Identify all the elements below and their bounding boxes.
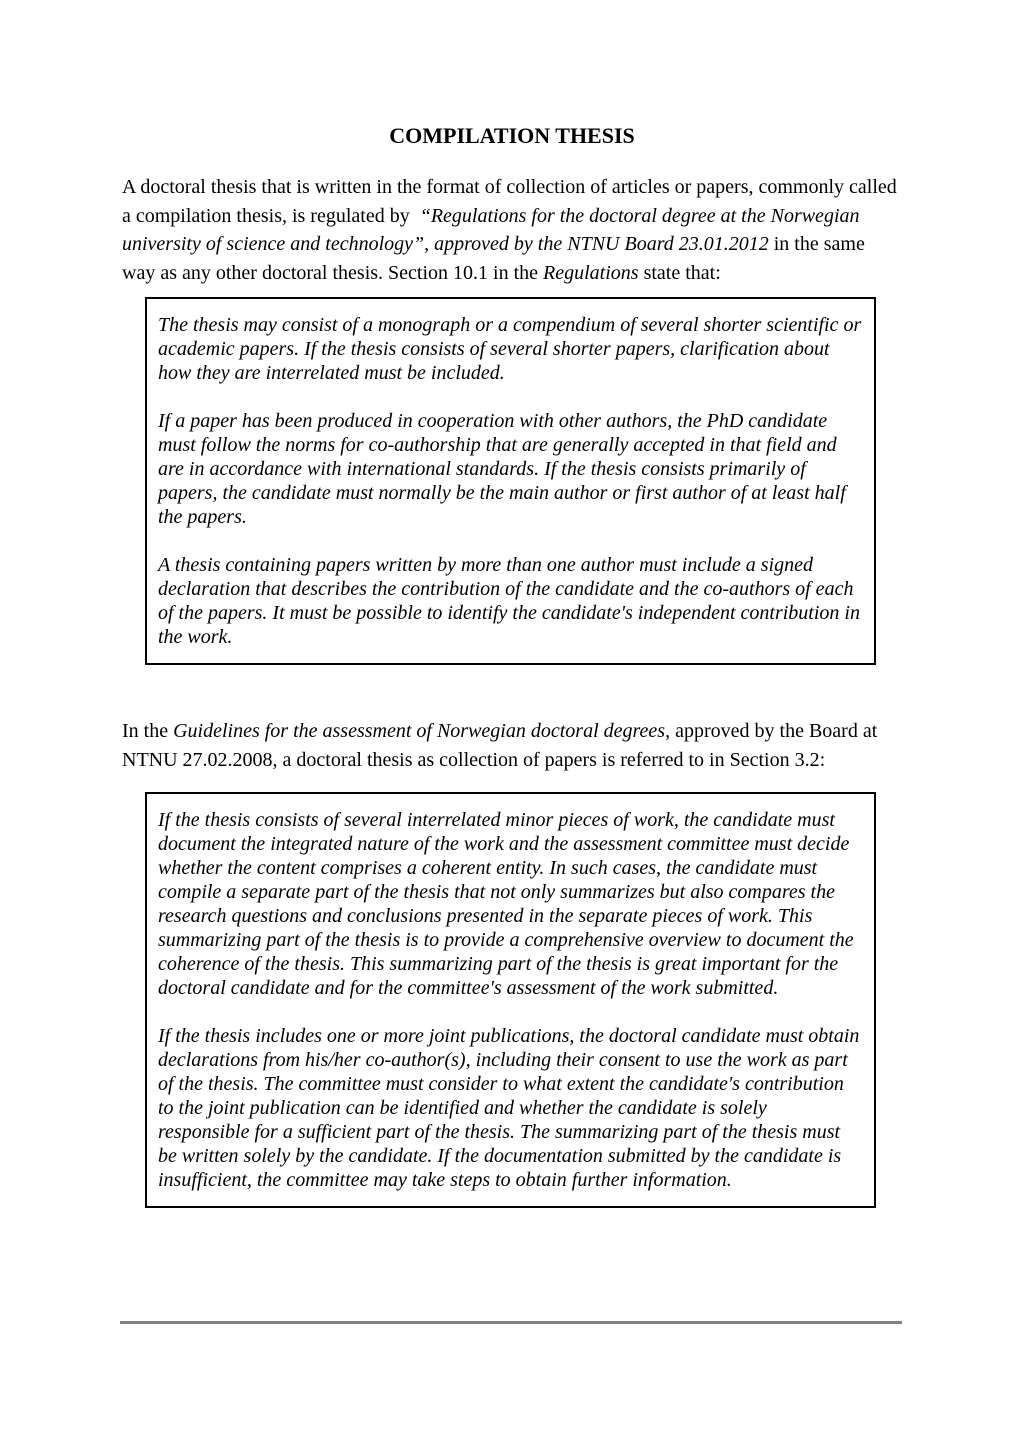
guidelines-text-2: , approved by the Board at NTNU 27.02.2008, a doctoral thesis as collection of papers is referred to in Section 3.2:	[122, 720, 883, 771]
intro-text-1: A doctoral thesis that is written in the format of collection of articles or papers, commonly called a compilation thesis, is regulated by	[122, 176, 902, 227]
quote-paragraph: The thesis may consist of a monograph or a compendium of several shorter scientific or academic papers. If the thesis consists of several shorter papers, clarification about how they are interrelated must be included.	[158, 314, 862, 384]
quote-paragraph: A thesis containing papers written by more than one author must include a signed declaration that describes the contribution of the candidate and the co-authors of each of the papers. It must be possible to identify the candidate's independent contribution in the work.	[158, 554, 860, 648]
document-title: COMPILATION THESIS	[389, 123, 635, 148]
intro-paragraph	[122, 173, 902, 287]
intro-text-3: state that:	[638, 261, 721, 284]
intro-regulations-italic: Regulations	[543, 261, 639, 284]
guidelines-quote-box	[145, 792, 876, 1208]
guidelines-text-1: In the	[122, 720, 174, 742]
guidelines-paragraph	[122, 717, 902, 774]
quote-paragraph: If the thesis includes one or more joint publications, the doctoral candidate must obtain declarations from his/her co-author(s), including their consent to use the work as part of the thesis. The committee must consider to what extent the candidate's contribution to the joint publication can be identified and whether the candidate is solely responsible for a sufficient part of the thesis. The summarizing part of the thesis must be written solely by the candidate. If the documentation submitted by the candidate is insufficient, the committee may take steps to obtain further information.	[158, 1025, 860, 1191]
intro-quote-italic: “Regulations for the doctoral degree at the Norwegian university of science and technology”, approved by the NTNU Board 23.01.2012	[122, 204, 865, 255]
document-content	[122, 0, 902, 1208]
intro-text-2: in the same way as any other doctoral thesis. Section 10.1 in the	[122, 233, 870, 284]
guidelines-title-italic: Guidelines for the assessment of Norwegian doctoral degrees	[173, 720, 666, 742]
regulations-quote-box	[145, 297, 876, 665]
footer-rule	[120, 1321, 902, 1324]
quote-paragraph: If the thesis consists of several interrelated minor pieces of work, the candidate must document the integrated nature of the work and the assessment committee must decide whether the content comprises a coherent entity. In such cases, the candidate must compile a separate part of the thesis that not only summarizes but also compares the research questions and conclusions presented in the separate pieces of work. This summarizing part of the thesis is to provide a comprehensive overview to document the coherence of the thesis. This summarizing part of the thesis is great important for the doctoral candidate and for the committee's assessment of the work submitted.	[158, 809, 854, 999]
quote-paragraph: If a paper has been produced in cooperation with other authors, the PhD candidate must follow the norms for co-authorship that are generally accepted in that field and are in accordance with international standards. If the thesis consists primarily of papers, the candidate must normally be the main author or first author of at least half the papers.	[158, 410, 846, 528]
